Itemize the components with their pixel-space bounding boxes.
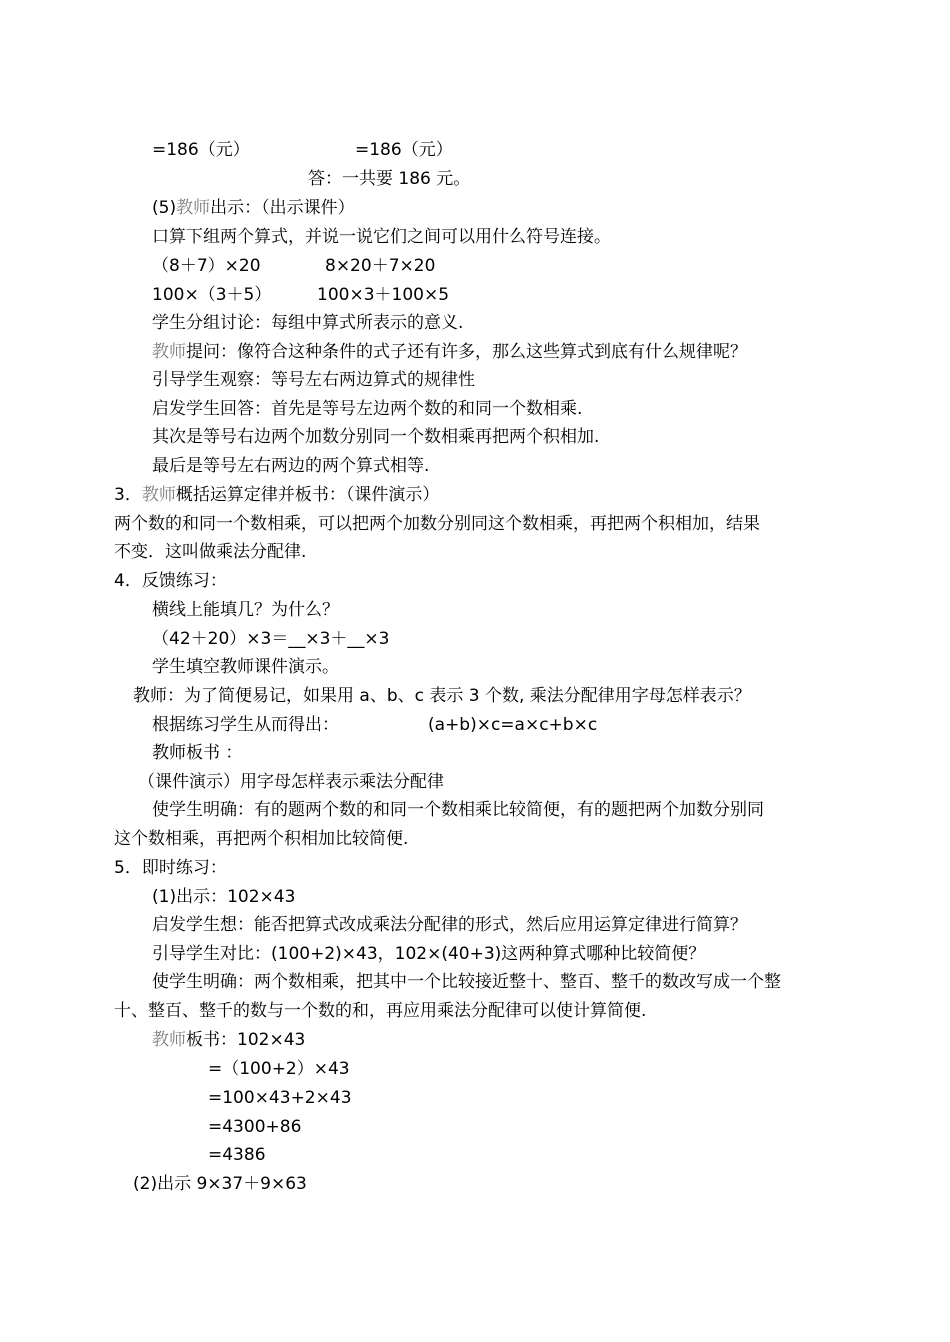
text-line: 答：一共要 186 元。 (308, 169, 471, 189)
text-run: 提问：像符合这种条件的式子还有许多，那么这些算式到底有什么规律呢？ (186, 342, 747, 362)
teacher-label: 教师 (152, 342, 186, 362)
text-line: （8＋7）×20 (152, 256, 261, 276)
text-line: 这个数相乘，再把两个积相加比较简便. (114, 829, 409, 849)
text-line: 其次是等号右边两个加数分别同一个数相乘再把两个积相加. (152, 427, 600, 447)
text-line (152, 196, 355, 220)
text-line: 引导学生对比：(100+2)×43，102×(40+3)这两种算式哪种比较简便？ (152, 944, 706, 964)
text-line: 学生分组讨论：每组中算式所表示的意义. (152, 313, 464, 333)
text-line: (2)出示 9×37＋9×63 (133, 1174, 307, 1194)
text-line: 教师：为了简便易记，如果用 a、b、c 表示 3 个数, 乘法分配律用字母怎样表示？ (133, 686, 751, 706)
teacher-label: 教师 (176, 198, 211, 218)
text-line (152, 340, 747, 364)
text-line: 学生填空教师课件演示。 (152, 657, 339, 677)
text-line: （42＋20）×3＝__×3＋__×3 (152, 629, 390, 649)
text-line: 100×3＋100×5 (317, 285, 450, 305)
text-line: 横线上能填几？为什么？ (152, 600, 339, 620)
text-run: (5) (152, 198, 177, 218)
text-line: （课件演示）用字母怎样表示乘法分配律 (138, 772, 444, 792)
text-line: =（100+2）×43 (208, 1059, 350, 1079)
text-line: 最后是等号左右两边的两个算式相等. (152, 456, 430, 476)
text-line: 5．即时练习： (114, 858, 227, 878)
text-line: 4．反馈练习： (114, 571, 227, 591)
teacher-label: 教师 (152, 1030, 186, 1050)
text-run: 板书：102×43 (186, 1030, 306, 1050)
text-line: (1)出示：102×43 (152, 887, 296, 907)
text-line: 十、整百、整千的数与一个数的和，再应用乘法分配律可以使计算简便. (114, 1001, 647, 1021)
text-line: 启发学生想：能否把算式改成乘法分配律的形式，然后应用运算定律进行简算？ (152, 915, 747, 935)
text-line: 8×20＋7×20 (325, 256, 436, 276)
text-run: 概括运算定律并板书：（课件演示） (175, 485, 440, 505)
text-line: 使学生明确：两个数相乘，把其中一个比较接近整十、整百、整千的数改写成一个整 (152, 972, 781, 992)
text-line: 不变．这叫做乘法分配律. (114, 542, 307, 562)
text-run: 3． (114, 485, 142, 505)
text-line (114, 483, 439, 507)
text-line: =4300+86 (208, 1117, 302, 1137)
text-run: 出示：（出示课件） (210, 198, 355, 218)
text-line: 两个数的和同一个数相乘，可以把两个加数分别同这个数相乘，再把两个积相加，结果 (114, 514, 760, 534)
text-line: =186（元） (152, 140, 250, 160)
text-line: 启发学生回答：首先是等号左边两个数的和同一个数相乘. (152, 399, 583, 419)
teacher-label: 教师 (141, 485, 176, 505)
text-line: 引导学生观察：等号左右两边算式的规律性 (152, 370, 475, 390)
text-line: 根据练习学生从而得出： (152, 715, 339, 735)
text-line: 教师板书 ： (152, 743, 243, 763)
text-line (152, 1028, 305, 1052)
text-line: =100×43+2×43 (208, 1088, 352, 1108)
text-line: =186（元） (355, 140, 453, 160)
text-line: 口算下组两个算式，并说一说它们之间可以用什么符号连接。 (152, 227, 611, 247)
text-line: (a+b)×c=a×c+b×c (428, 715, 598, 735)
text-line: 100×（3＋5） (152, 285, 272, 305)
text-line: =4386 (208, 1145, 266, 1165)
text-line: 使学生明确：有的题两个数的和同一个数相乘比较简便，有的题把两个加数分别同 (152, 800, 764, 820)
